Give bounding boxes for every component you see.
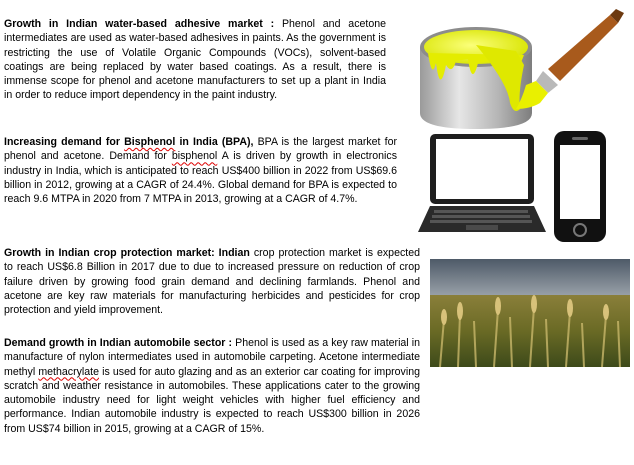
heading-bisphenol: Increasing demand for Bisphenol in India (BPA), <box>4 136 258 148</box>
heading-automobile: Demand growth in Indian automobile sector : <box>4 337 236 349</box>
body-crop: crop protection market is expected to reach US$6.8 Billion in 2017 due to due to increased pressure on reduction of crop failure driven by growing food grain demand and declining farmlands. Phenol and acetone are key raw materials for manufacturing herbicides and pesticides for crop protection and yield improvement. <box>4 247 420 317</box>
paint-can-image <box>398 5 630 130</box>
wheat-field-icon <box>430 259 630 367</box>
paint-can-with-brush-icon <box>398 5 630 130</box>
section-crop <box>4 246 420 317</box>
laptop-and-smartphone-icon <box>418 128 630 246</box>
laptop-phone-image <box>418 128 630 246</box>
wheat-field-image <box>430 259 630 367</box>
heading-adhesive: Growth in Indian water-based adhesive market : <box>4 18 282 30</box>
body-bisphenol: BPA is the largest market for phenol and acetone. Demand for bisphenol A is driven by growth in electronics industry in India, which is anticipated to reach US$400 billion in 2022 from US$69.6 billion in 2012, growing at a CAGR of 24.4%. Global demand for BPA is expected to reach 9.6 MTPA in 2020 from 7 MTPA in 2013, growing at a CAGR of 4.7%. <box>4 136 397 206</box>
section-bisphenol <box>4 135 397 206</box>
section-adhesive <box>4 17 386 103</box>
body-automobile: Phenol is used as a key raw material in manufacture of nylon intermediates used in automobile carpeting. Acetone intermediate methyl methacrylate is used for auto glazing and as an exterior car coating for improving scratch and weather resistance in automobiles. These applications cater to the growing automobile industry need for light weight vehicles with higher fuel efficiency and performance. Indian automobile industry is expected to reach US$300 billion in 2026 from US$74 billion in 2015, growing at a CAGR of 15%. <box>4 337 420 435</box>
body-adhesive: Phenol and acetone intermediates are used as water-based adhesives in paints. As the government is restricting the use of Volatile Organic Compounds (VOCs), solvent-based coatings are being replaced by water based coatings. As a result, there is immense scope for phenol and acetone manufacturers to set up a plant in India in order to reduce import dependency in the paint industry. <box>4 18 387 102</box>
heading-crop: Growth in Indian crop protection market: Indian <box>4 247 254 259</box>
section-automobile <box>4 336 420 436</box>
